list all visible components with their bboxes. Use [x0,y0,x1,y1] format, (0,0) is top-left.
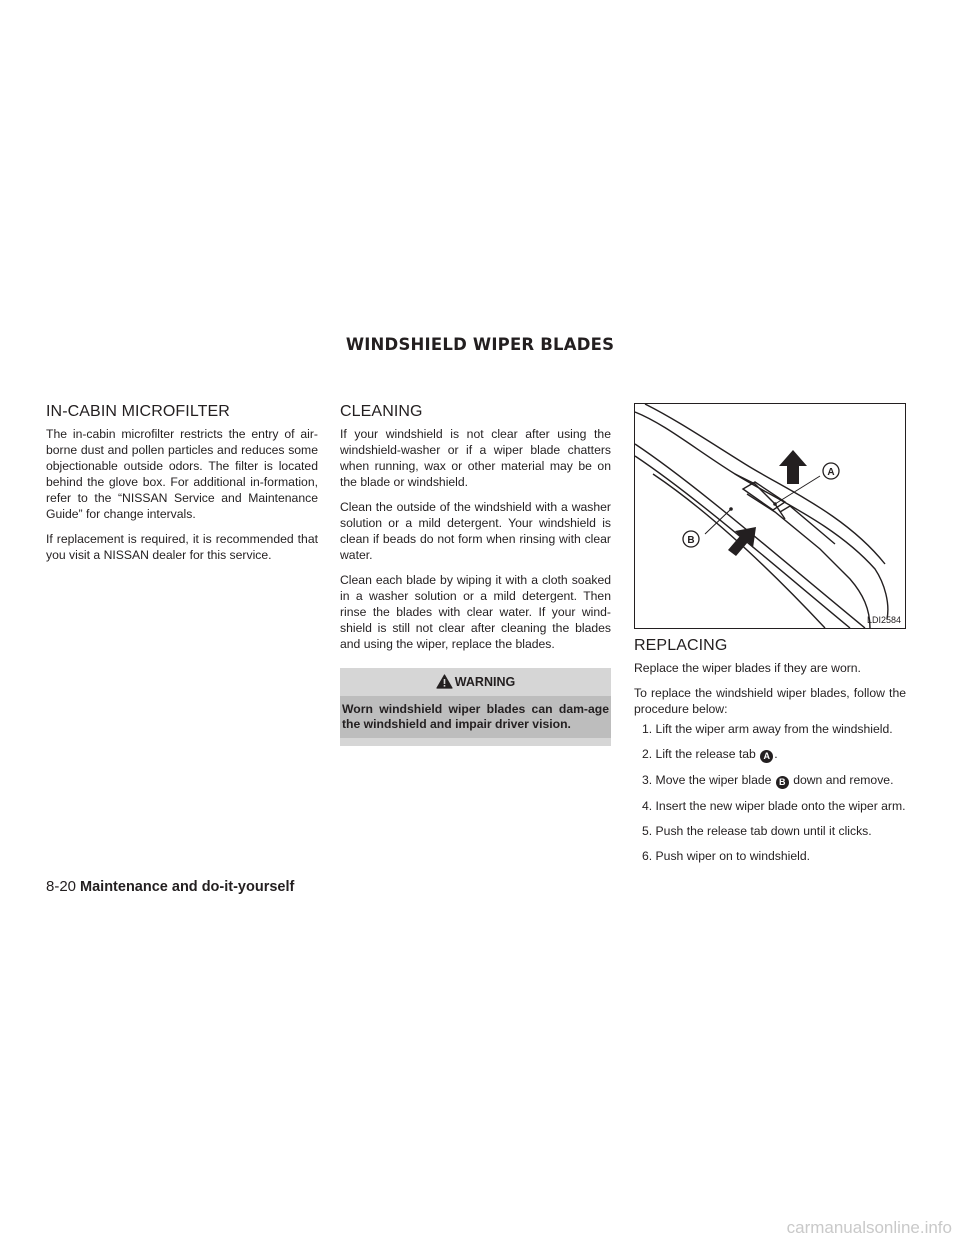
figure-label-a: A [827,467,835,478]
cleaning-paragraph-2: Clean the outside of the windshield with a washer solution or a mild detergent. Your windshield is clean if beads do not form when rinsing with clear water. [340,500,611,562]
chapter-title: Maintenance and do-it-yourself [80,879,295,895]
column-replacing [634,403,906,873]
wiper-blade-illustration [635,404,905,628]
replacing-steps [634,721,906,864]
cleaning-paragraph-3: Clean each blade by wiping it with a cloth soaked in a washer solution or a mild detergent. Then rinse the blades with clear water. If your wind-shield is still not clear after cleaning the blades and using the wiper, replace the blades. [340,573,611,651]
page-number: 8-20 [46,878,77,895]
step-2-end: . [774,747,778,761]
step-3-end: down and remove. [793,773,894,787]
heading-cleaning: CLEANING [340,403,423,420]
ref-b-badge: B [776,776,789,789]
microfilter-paragraph-2: If replacement is required, it is recommended that you visit a NISSAN dealer for this service. [46,532,318,562]
warning-text: Worn windshield wiper blades can dam-age the windshield and impair driver vision. [342,702,609,731]
replacing-paragraph-2: To replace the windshield wiper blades, follow the procedure below: [634,686,906,716]
step-2 [634,746,906,763]
warning-box [340,668,611,746]
step-1: 1. Lift the wiper arm away from the windshield. [642,722,893,736]
warning-body [340,696,611,738]
column-microfilter [46,403,318,572]
heading-replacing: REPLACING [634,637,728,654]
step-6: 6. Push wiper on to windshield. [642,849,811,863]
microfilter-paragraph-1: The in-cabin microfilter restricts the entry of air-borne dust and pollen particles and reduces some objectionable outside odors. The filter is located behind the glove box. For additional in-formation, refer to the “NISSAN Service and Maintenance Guide” for change intervals. [46,427,318,521]
watermark: carmanualsonline.info [786,1218,952,1237]
step-3-text: 3. Move the wiper blade [642,773,772,787]
warning-title: WARNING [454,675,516,689]
figure-code: LDI2584 [866,615,901,625]
step-5: 5. Push the release tab down until it clicks. [642,824,872,838]
replacing-paragraph-1: Replace the wiper blades if they are worn. [634,661,861,675]
column-cleaning [340,403,611,746]
step-4: 4. Insert the new wiper blade onto the wiper arm. [642,799,906,813]
wiper-figure [634,403,906,629]
page-footer [46,878,294,895]
figure-label-b: B [687,535,695,546]
warning-header [340,672,611,692]
warning-triangle-icon [436,674,453,689]
section-title: WINDSHIELD WIPER BLADES [345,335,615,354]
ref-a-badge: A [760,750,773,763]
step-2-text: 2. Lift the release tab [642,747,756,761]
step-3 [634,772,906,789]
heading-microfilter: IN-CABIN MICROFILTER [46,403,230,420]
cleaning-paragraph-1: If your windshield is not clear after using the windshield-washer or if a wiper blade chatters when running, wax or other material may be on the blade or windshield. [340,427,611,489]
